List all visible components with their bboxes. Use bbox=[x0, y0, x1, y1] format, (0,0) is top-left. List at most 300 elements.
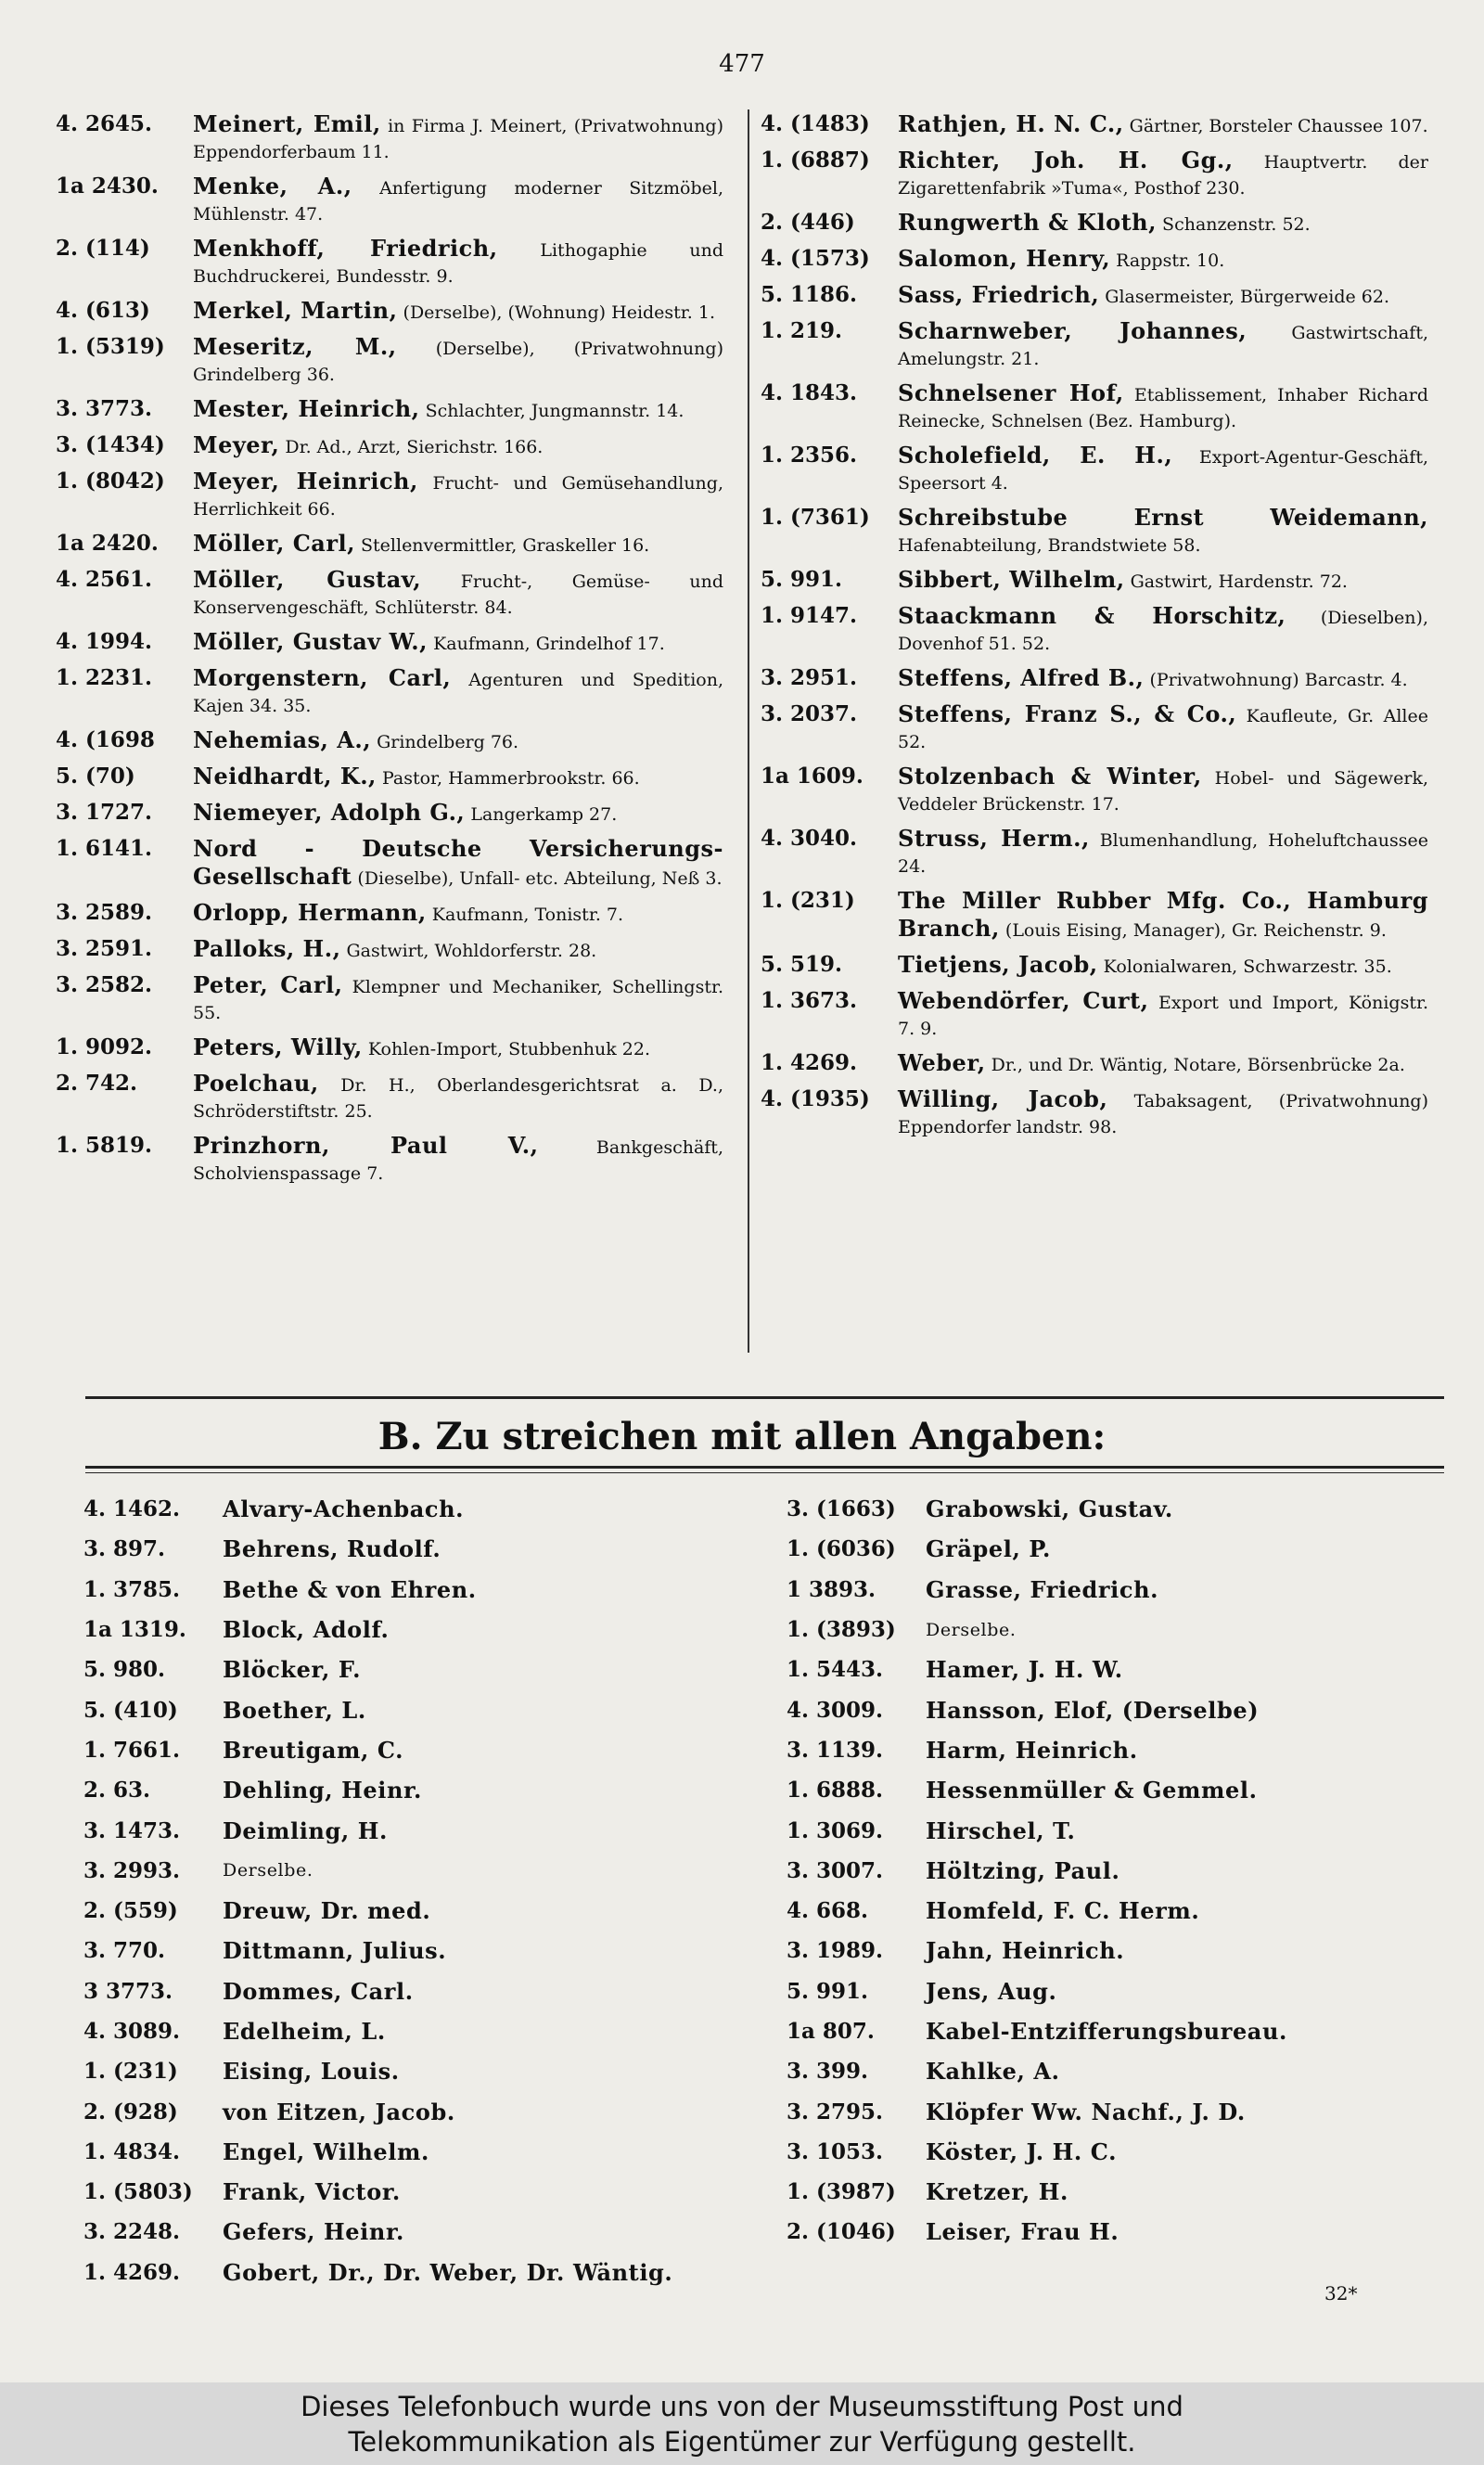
entry-name: Peter, Carl, bbox=[193, 971, 343, 998]
entry-text bbox=[193, 727, 723, 755]
deleted-entry bbox=[83, 2212, 751, 2252]
entry-text bbox=[193, 836, 723, 892]
entry-detail: Hauptvertr. der Zigarettenfabrik »Tuma«, Posthof 230. bbox=[898, 152, 1428, 199]
entry-text bbox=[193, 567, 723, 621]
entry-name: Meyer, Heinrich, bbox=[193, 468, 418, 494]
entry-name: Breutigam, C. bbox=[223, 1736, 404, 1764]
entry-name: Morgenstern, Carl, bbox=[193, 664, 452, 691]
directory-entry bbox=[761, 443, 1428, 496]
deleted-entry bbox=[787, 1650, 1454, 1689]
deleted-entry bbox=[83, 2253, 751, 2292]
entry-detail: (Dieselben), Dovenhof 51. 52. bbox=[898, 608, 1428, 654]
entry-text bbox=[193, 298, 723, 326]
entry-detail: Pastor, Hammerbrookstr. 66. bbox=[381, 768, 640, 789]
directory-entry bbox=[761, 210, 1428, 238]
entry-text bbox=[898, 701, 1428, 755]
entry-number: 3. 2795. bbox=[787, 2099, 884, 2125]
deleted-entry bbox=[83, 2011, 751, 2051]
entry-detail: (Derselbe), (Wohnung) Heidestr. 1. bbox=[403, 302, 716, 323]
entry-text bbox=[193, 469, 723, 522]
entry-detail: Kaufmann, Grindelhof 17. bbox=[433, 634, 665, 654]
entry-number: 1. (5319) bbox=[56, 334, 165, 359]
deleted-entry bbox=[787, 2172, 1454, 2212]
entry-detail: Blumenhandlung, Hoheluftchaussee 24. bbox=[898, 830, 1428, 877]
directory-entry bbox=[56, 111, 723, 165]
directory-entry bbox=[761, 764, 1428, 817]
entry-number: 5. 519. bbox=[761, 952, 843, 977]
deleted-entry bbox=[787, 2091, 1454, 2131]
entry-number: 3. 2591. bbox=[56, 936, 153, 961]
entry-name: Gräpel, P. bbox=[926, 1535, 1051, 1563]
section-b-right-column bbox=[787, 1489, 1454, 2253]
entry-text bbox=[193, 236, 723, 289]
entry-name: Prinzhorn, Paul V., bbox=[193, 1132, 539, 1159]
entry-detail: Kaufleute, Gr. Allee 52. bbox=[898, 706, 1428, 752]
directory-entry bbox=[56, 972, 723, 1026]
entry-name: Alvary-Achenbach. bbox=[223, 1496, 465, 1523]
directory-entry bbox=[56, 469, 723, 522]
entry-name: Menkhoff, Friedrich, bbox=[193, 235, 498, 262]
entry-number: 1. 4269. bbox=[83, 2259, 181, 2285]
entry-detail: Bankgeschäft, Scholvienspassage 7. bbox=[193, 1137, 723, 1184]
entry-name: Richter, Joh. H. Gg., bbox=[898, 147, 1234, 173]
section-divider-thin bbox=[85, 1472, 1444, 1473]
deleted-entry bbox=[787, 1529, 1454, 1569]
directory-entry bbox=[56, 764, 723, 791]
entry-name: Leiser, Frau H. bbox=[926, 2218, 1119, 2246]
entry-detail: Stellenvermittler, Graskeller 16. bbox=[361, 535, 650, 556]
entry-detail: Export und Import, Königstr. 7. 9. bbox=[898, 993, 1428, 1039]
entry-name: Steffens, Franz S., & Co., bbox=[898, 700, 1237, 727]
entry-number: 5. (410) bbox=[83, 1697, 178, 1723]
entry-name: Scholefield, E. H., bbox=[898, 442, 1173, 469]
entry-number: 1. 2356. bbox=[761, 443, 858, 468]
entry-number: 3. 897. bbox=[83, 1536, 166, 1562]
entry-text bbox=[898, 318, 1428, 372]
entry-name: Nord - Deutsche Versicherungs-Gesellschaft bbox=[193, 835, 723, 890]
entry-name: Jens, Aug. bbox=[926, 1977, 1057, 2005]
entry-name: Edelheim, L. bbox=[223, 2018, 386, 2045]
entry-name: Dittmann, Julius. bbox=[223, 1937, 447, 1965]
entry-text bbox=[193, 936, 723, 964]
deleted-entry bbox=[83, 1851, 751, 1891]
entry-detail: Frucht- und Gemüsehandlung, Herrlichkeit 66. bbox=[193, 473, 723, 520]
directory-entry bbox=[761, 148, 1428, 201]
entry-number: 3. 2582. bbox=[56, 972, 153, 997]
directory-entry bbox=[56, 727, 723, 755]
entry-number: 1. 6888. bbox=[787, 1778, 884, 1804]
directory-entry bbox=[56, 665, 723, 719]
entry-name: Kabel-Entzifferungsbureau. bbox=[926, 2018, 1287, 2045]
entry-detail: Tabaksagent, (Privatwohnung) Eppendorfer landstr. 98. bbox=[898, 1091, 1429, 1137]
entry-number: 4. 1994. bbox=[56, 629, 153, 654]
directory-entry bbox=[56, 334, 723, 388]
deleted-entry bbox=[787, 1971, 1454, 2011]
entry-name: Kretzer, H. bbox=[926, 2178, 1068, 2206]
deleted-entry bbox=[83, 1891, 751, 1931]
entry-detail: Lithogaphie und Buchdruckerei, Bundesstr. 9. bbox=[193, 240, 723, 287]
deleted-entry bbox=[83, 1489, 751, 1529]
entry-detail: Gastwirt, Wohldorferstr. 28. bbox=[346, 941, 597, 961]
entry-number: 2. (1046) bbox=[787, 2219, 896, 2245]
directory-entry bbox=[56, 900, 723, 928]
entry-text bbox=[898, 505, 1428, 558]
deleted-entry bbox=[787, 1610, 1454, 1650]
directory-entry bbox=[56, 800, 723, 828]
entry-text bbox=[193, 764, 723, 791]
deleted-entry bbox=[787, 2011, 1454, 2051]
entry-detail: Rappstr. 10. bbox=[1116, 250, 1225, 271]
entry-name: Nehemias, A., bbox=[193, 726, 372, 753]
entry-text bbox=[898, 988, 1428, 1042]
archive-note-line-1: Dieses Telefonbuch wurde uns von der Museumsstiftung Post und bbox=[301, 2391, 1183, 2422]
entry-number: 1. (5803) bbox=[83, 2179, 193, 2205]
entry-text bbox=[898, 826, 1428, 879]
entry-number: 3. 2993. bbox=[83, 1857, 181, 1883]
entry-name: Bethe & von Ehren. bbox=[223, 1575, 477, 1603]
entry-name: Jahn, Heinrich. bbox=[926, 1937, 1125, 1965]
deleted-entry bbox=[787, 2132, 1454, 2172]
entry-text bbox=[193, 334, 723, 388]
directory-entry bbox=[761, 505, 1428, 558]
directory-entry bbox=[761, 567, 1428, 595]
directory-entry bbox=[761, 318, 1428, 372]
entry-name: Steffens, Alfred B., bbox=[898, 664, 1145, 691]
entry-number: 1a 2430. bbox=[56, 173, 159, 199]
section-a-left-column bbox=[56, 111, 723, 1195]
entry-detail: (Dieselbe), Unfall- etc. Abteilung, Neß 3. bbox=[357, 868, 723, 889]
entry-number: 1. (231) bbox=[83, 2059, 178, 2085]
entry-name: Derselbe. bbox=[926, 1619, 1017, 1640]
entry-number: 2. (928) bbox=[83, 2099, 178, 2125]
entry-text bbox=[898, 246, 1428, 274]
entry-detail: Hafenabteilung, Brandstwiete 58. bbox=[898, 535, 1201, 556]
directory-entry bbox=[761, 282, 1428, 310]
entry-name: Dreuw, Dr. med. bbox=[223, 1897, 431, 1925]
entry-number: 4. (1935) bbox=[761, 1086, 870, 1111]
section-divider-top bbox=[85, 1396, 1444, 1399]
entry-number: 2. (446) bbox=[761, 210, 855, 235]
entry-name: Möller, Carl, bbox=[193, 530, 355, 557]
directory-entry bbox=[761, 665, 1428, 693]
entry-name: Niemeyer, Adolph G., bbox=[193, 799, 466, 826]
entry-number: 3. (1434) bbox=[56, 432, 165, 457]
entry-name: Kahlke, A. bbox=[926, 2058, 1060, 2086]
entry-name: Schnelsener Hof, bbox=[898, 379, 1124, 406]
entry-number: 1. 5819. bbox=[56, 1133, 153, 1158]
entry-number: 1a 1609. bbox=[761, 764, 864, 789]
entry-text bbox=[898, 148, 1428, 201]
entry-number: 4. 1462. bbox=[83, 1496, 181, 1522]
entry-detail: Schlachter, Jungmannstr. 14. bbox=[425, 401, 684, 421]
entry-detail: (Derselbe), (Privatwohnung) Grindelberg 36. bbox=[193, 339, 723, 385]
deleted-entry bbox=[83, 1971, 751, 2011]
entry-number: 1. 9092. bbox=[56, 1034, 153, 1059]
entry-name: Poelchau, bbox=[193, 1070, 319, 1097]
entry-number: 1. (231) bbox=[761, 888, 855, 913]
deleted-entry bbox=[83, 2132, 751, 2172]
entry-name: Neidhardt, K., bbox=[193, 763, 377, 790]
entry-detail: Glasermeister, Bürgerweide 62. bbox=[1105, 287, 1389, 307]
entry-number: 4. 3040. bbox=[761, 826, 858, 851]
entry-number: 1. (6887) bbox=[761, 148, 870, 173]
entry-name: Willing, Jacob, bbox=[898, 1085, 1108, 1112]
deleted-entry bbox=[83, 1570, 751, 1610]
entry-number: 3. 1989. bbox=[787, 1938, 884, 1964]
entry-name: Meseritz, M., bbox=[193, 333, 397, 360]
entry-detail: Kolonialwaren, Schwarzestr. 35. bbox=[1103, 956, 1392, 977]
entry-detail: Dr., und Dr. Wäntig, Notare, Börsenbrücke 2a. bbox=[991, 1055, 1405, 1075]
entry-detail: Gastwirtschaft, Amelungstr. 21. bbox=[898, 323, 1429, 369]
entry-detail: Gärtner, Borsteler Chaussee 107. bbox=[1129, 116, 1428, 136]
directory-entry bbox=[56, 1071, 723, 1124]
archive-note-line-2: Telekommunikation als Eigentümer zur Verfügung gestellt. bbox=[348, 2426, 1136, 2458]
entry-name: von Eitzen, Jacob. bbox=[223, 2098, 455, 2125]
entry-name: Hirschel, T. bbox=[926, 1817, 1076, 1844]
entry-text bbox=[193, 432, 723, 460]
directory-entry bbox=[761, 701, 1428, 755]
deleted-entry bbox=[787, 1931, 1454, 1971]
entry-number: 3. 2037. bbox=[761, 701, 858, 726]
deleted-entry bbox=[787, 1770, 1454, 1810]
entry-name: Stolzenbach & Winter, bbox=[898, 763, 1202, 790]
entry-text bbox=[898, 952, 1428, 980]
entry-number: 1. 219. bbox=[761, 318, 843, 343]
entry-number: 1. (3893) bbox=[787, 1617, 896, 1643]
deleted-entry bbox=[83, 1650, 751, 1689]
entry-number: 1. (6036) bbox=[787, 1536, 896, 1562]
entry-number: 1. 3785. bbox=[83, 1576, 181, 1602]
section-a-right-column bbox=[761, 111, 1428, 1149]
entry-detail: Hobel- und Sägewerk, Veddeler Brückenstr. 17. bbox=[898, 768, 1428, 815]
directory-entry bbox=[761, 380, 1428, 434]
entry-text bbox=[898, 111, 1428, 139]
entry-number: 1. 2231. bbox=[56, 665, 153, 690]
directory-entry bbox=[56, 1034, 723, 1062]
entry-detail: Klempner und Mechaniker, Schellingstr. 55. bbox=[193, 977, 724, 1023]
entry-text bbox=[193, 531, 723, 558]
entry-text bbox=[193, 972, 723, 1026]
entry-name: Gefers, Heinr. bbox=[223, 2218, 404, 2246]
entry-text bbox=[193, 396, 723, 424]
deleted-entry bbox=[83, 1610, 751, 1650]
signature-mark: 32* bbox=[1324, 2282, 1358, 2305]
entry-number: 4. (1483) bbox=[761, 111, 870, 136]
entry-name: Meyer, bbox=[193, 431, 280, 458]
directory-entry bbox=[56, 567, 723, 621]
entry-number: 3. 1727. bbox=[56, 800, 153, 825]
entry-number: 1 3893. bbox=[787, 1576, 876, 1602]
directory-entry bbox=[761, 111, 1428, 139]
deleted-entry bbox=[787, 1570, 1454, 1610]
entry-number: 3. 399. bbox=[787, 2059, 869, 2085]
entry-detail: Etablissement, Inhaber Richard Reinecke, Schnelsen (Bez. Hamburg). bbox=[898, 385, 1428, 431]
deleted-entry bbox=[787, 1851, 1454, 1891]
entry-name: Köster, J. H. C. bbox=[926, 2138, 1118, 2165]
entry-text bbox=[898, 567, 1428, 595]
directory-entry bbox=[56, 629, 723, 657]
entry-name: Meinert, Emil, bbox=[193, 110, 381, 137]
entry-name: Derselbe. bbox=[223, 1860, 313, 1881]
entry-number: 2. (114) bbox=[56, 236, 150, 261]
entry-name: Webendörfer, Curt, bbox=[898, 987, 1149, 1014]
entry-name: Hessenmüller & Gemmel. bbox=[926, 1777, 1258, 1804]
entry-name: Staackmann & Horschitz, bbox=[898, 602, 1286, 629]
directory-entry bbox=[56, 432, 723, 460]
entry-number: 5. 991. bbox=[787, 1978, 869, 2004]
entry-text bbox=[193, 629, 723, 657]
entry-number: 5. (70) bbox=[56, 764, 135, 789]
entry-number: 3. 2589. bbox=[56, 900, 153, 925]
deleted-entry bbox=[787, 1489, 1454, 1529]
entry-detail: Langerkamp 27. bbox=[470, 804, 618, 825]
entry-name: Sibbert, Wilhelm, bbox=[898, 566, 1125, 593]
entry-text bbox=[898, 888, 1428, 944]
entry-text bbox=[193, 1133, 723, 1187]
page-number: 477 bbox=[719, 50, 765, 78]
entry-text bbox=[193, 111, 723, 165]
directory-entry bbox=[761, 1050, 1428, 1078]
directory-entry bbox=[761, 888, 1428, 944]
entry-name: Orlopp, Hermann, bbox=[193, 899, 427, 926]
entry-detail: Export-Agentur-Geschäft, Speersort 4. bbox=[898, 447, 1428, 494]
entry-number: 3 3773. bbox=[83, 1978, 173, 2004]
entry-name: Sass, Friedrich, bbox=[898, 281, 1100, 308]
entry-number: 3. 2951. bbox=[761, 665, 858, 690]
entry-text bbox=[898, 603, 1428, 657]
entry-name: Scharnweber, Johannes, bbox=[898, 317, 1247, 344]
entry-number: 1. (8042) bbox=[56, 469, 165, 494]
deleted-entry bbox=[83, 2172, 751, 2212]
directory-entry bbox=[761, 1086, 1428, 1140]
entry-detail: (Privatwohnung) Barcastr. 4. bbox=[1149, 670, 1408, 690]
directory-entry bbox=[56, 173, 723, 227]
entry-name: Möller, Gustav W., bbox=[193, 628, 429, 655]
entry-text bbox=[193, 900, 723, 928]
entry-name: Palloks, H., bbox=[193, 935, 341, 962]
entry-number: 2. 63. bbox=[83, 1778, 151, 1804]
entry-name: Merkel, Martin, bbox=[193, 297, 398, 324]
deleted-entry bbox=[787, 1730, 1454, 1770]
directory-entry bbox=[761, 603, 1428, 657]
entry-number: 1. 9147. bbox=[761, 603, 858, 628]
entry-number: 1. 4834. bbox=[83, 2138, 181, 2164]
entry-number: 1. 3673. bbox=[761, 988, 858, 1013]
entry-detail: Agenturen und Spedition, Kajen 34. 35. bbox=[193, 670, 723, 716]
entry-number: 1a 2420. bbox=[56, 531, 159, 556]
entry-detail: Gastwirt, Hardenstr. 72. bbox=[1130, 571, 1348, 592]
entry-name: Homfeld, F. C. Herm. bbox=[926, 1897, 1200, 1925]
entry-name: Block, Adolf. bbox=[223, 1616, 390, 1644]
entry-detail: Grindelberg 76. bbox=[377, 732, 519, 752]
entry-number: 1. 4269. bbox=[761, 1050, 858, 1075]
entry-number: 2. (559) bbox=[83, 1898, 178, 1924]
entry-number: 4. 1843. bbox=[761, 380, 858, 405]
entry-detail: (Louis Eising, Manager), Gr. Reichenstr. 9. bbox=[1004, 920, 1387, 941]
entry-text bbox=[898, 1086, 1428, 1140]
deleted-entry bbox=[787, 2212, 1454, 2252]
entry-number: 5. 1186. bbox=[761, 282, 858, 307]
entry-text bbox=[193, 800, 723, 828]
entry-number: 4. 2561. bbox=[56, 567, 153, 592]
entry-text bbox=[898, 665, 1428, 693]
entry-number: 1a 1319. bbox=[83, 1617, 186, 1643]
entry-number: 1a 807. bbox=[787, 2019, 875, 2044]
entry-detail: Schanzenstr. 52. bbox=[1162, 214, 1311, 235]
entry-detail: Frucht-, Gemüse- und Konservengeschäft, Schlüterstr. 84. bbox=[193, 571, 724, 618]
entry-number: 3. 770. bbox=[83, 1938, 166, 1964]
entry-name: Mester, Heinrich, bbox=[193, 395, 420, 422]
entry-number: 3. 3773. bbox=[56, 396, 153, 421]
entry-number: 4. 3089. bbox=[83, 2019, 181, 2044]
entry-number: 1. 6141. bbox=[56, 836, 153, 861]
entry-name: Deimling, H. bbox=[223, 1817, 389, 1844]
entry-name: Grabowski, Gustav. bbox=[926, 1496, 1173, 1523]
entry-number: 5. 991. bbox=[761, 567, 843, 592]
entry-number: 3. 3007. bbox=[787, 1857, 884, 1883]
entry-number: 1. 3069. bbox=[787, 1817, 884, 1843]
entry-name: Eising, Louis. bbox=[223, 2058, 400, 2086]
deleted-entry bbox=[83, 1810, 751, 1850]
entry-number: 3. 1473. bbox=[83, 1817, 181, 1843]
entry-text bbox=[193, 1034, 723, 1062]
entry-name: Salomon, Henry, bbox=[898, 245, 1111, 272]
entry-name: Engel, Wilhelm. bbox=[223, 2138, 429, 2165]
entry-number: 4. 3009. bbox=[787, 1697, 884, 1723]
entry-name: Behrens, Rudolf. bbox=[223, 1535, 441, 1563]
deleted-entry bbox=[83, 2091, 751, 2131]
entry-number: 4. 2645. bbox=[56, 111, 153, 136]
deleted-entry bbox=[787, 1810, 1454, 1850]
directory-entry bbox=[56, 236, 723, 289]
entry-text bbox=[898, 443, 1428, 496]
directory-entry bbox=[761, 988, 1428, 1042]
entry-name: Rathjen, H. N. C., bbox=[898, 110, 1124, 137]
entry-name: Weber, bbox=[898, 1049, 986, 1076]
entry-number: 2. 742. bbox=[56, 1071, 138, 1096]
deleted-entry bbox=[83, 1529, 751, 1569]
section-divider-thick bbox=[85, 1466, 1444, 1469]
deleted-entry bbox=[83, 2051, 751, 2091]
deleted-entry bbox=[83, 1770, 751, 1810]
entry-detail: Dr. Ad., Arzt, Sierichstr. 166. bbox=[285, 437, 544, 457]
entry-text bbox=[898, 764, 1428, 817]
deleted-entry bbox=[83, 1689, 751, 1729]
entry-number: 1. 5443. bbox=[787, 1657, 884, 1683]
entry-number: 3. 1053. bbox=[787, 2138, 884, 2164]
directory-entry bbox=[761, 246, 1428, 274]
directory-entry bbox=[56, 298, 723, 326]
entry-number: 3. 2248. bbox=[83, 2219, 181, 2245]
archive-note bbox=[0, 2382, 1484, 2465]
entry-number: 1. 7661. bbox=[83, 1737, 181, 1763]
entry-number: 3. 1139. bbox=[787, 1737, 884, 1763]
entry-text bbox=[898, 282, 1428, 310]
entry-text bbox=[193, 665, 723, 719]
entry-number: 1. (3987) bbox=[787, 2179, 896, 2205]
entry-number: 4. (1698 bbox=[56, 727, 155, 752]
entry-name: Peters, Willy, bbox=[193, 1034, 363, 1060]
section-b-title: B. Zu streichen mit allen Angaben: bbox=[377, 1415, 1107, 1458]
entry-detail: Anfertigung moderner Sitzmöbel, Mühlenstr. 47. bbox=[193, 178, 723, 225]
entry-name: Boether, L. bbox=[223, 1696, 366, 1724]
directory-entry bbox=[56, 531, 723, 558]
entry-number: 4. 668. bbox=[787, 1898, 869, 1924]
directory-entry bbox=[56, 936, 723, 964]
section-b-left-column bbox=[83, 1489, 751, 2292]
entry-name: Grasse, Friedrich. bbox=[926, 1575, 1159, 1603]
entry-name: Blöcker, F. bbox=[223, 1656, 362, 1684]
